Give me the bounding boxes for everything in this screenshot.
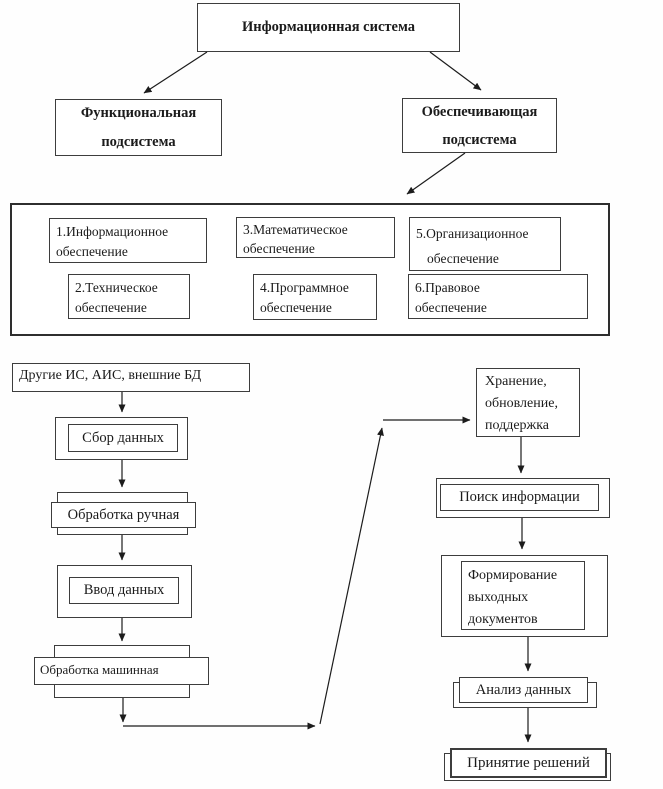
flow-collect-label: Сбор данных	[82, 429, 164, 446]
flow-storage-line3: поддержка	[485, 418, 550, 433]
flow-input-label: Ввод данных	[83, 582, 165, 599]
flow-storage-line2: обновление,	[485, 396, 558, 411]
arrow-diagonal-up	[320, 428, 382, 724]
node-providing-subsystem	[402, 98, 557, 153]
flow-output	[461, 561, 585, 630]
support-item-4-line2: обеспечение	[260, 300, 332, 315]
support-item-1-line2: обеспечение	[56, 244, 128, 259]
flow-collect	[68, 424, 178, 452]
support-item-3-line2: обеспечение	[243, 241, 315, 256]
arrow-providing-to-container	[407, 153, 465, 194]
support-item-6-line2: обеспечение	[415, 300, 487, 315]
support-item-5-line2: обеспечение	[427, 251, 499, 266]
flow-output-line1: Формирование	[468, 568, 558, 583]
flow-input	[69, 577, 179, 604]
flow-analysis-label: Анализ данных	[475, 681, 572, 698]
flow-storage-line1: Хранение,	[485, 374, 547, 389]
flow-machine-label: Обработка машинная	[40, 662, 159, 677]
flow-machine	[34, 657, 209, 685]
flow-storage	[476, 368, 580, 437]
node-information-system	[197, 3, 460, 52]
node-providing-line2: подсистема	[442, 131, 517, 148]
support-item-2	[68, 274, 190, 319]
node-information-system-label: Информационная система	[242, 19, 415, 36]
support-item-3-line1: 3.Математическое	[243, 222, 348, 237]
flow-manual-label: Обработка ручная	[67, 506, 180, 523]
support-item-2-line2: обеспечение	[75, 300, 147, 315]
support-item-5	[409, 217, 561, 271]
flow-output-line3: документов	[468, 612, 538, 627]
flow-analysis	[459, 677, 588, 703]
flow-sources-label: Другие ИС, АИС, внешние БД	[19, 368, 202, 383]
flow-sources	[12, 363, 250, 392]
support-item-5-line1: 5.Организационное	[416, 226, 529, 241]
node-providing-line1: Обеспечивающая	[421, 103, 538, 120]
arrow-root-to-providing	[430, 52, 481, 90]
node-functional-line1: Функциональная	[80, 104, 197, 121]
flow-output-line2: выходных	[468, 590, 529, 605]
support-item-3	[236, 217, 395, 258]
support-item-1-line1: 1.Информационное	[56, 224, 169, 239]
support-item-6	[408, 274, 588, 319]
support-item-4-line1: 4.Программное	[260, 280, 349, 295]
flow-search	[440, 484, 599, 511]
node-functional-line2: подсистема	[101, 133, 176, 150]
support-item-6-line1: 6.Правовое	[415, 280, 480, 295]
flow-search-label: Поиск информации	[459, 489, 580, 506]
node-functional-subsystem	[55, 99, 222, 156]
flow-decision-label: Принятие решений	[467, 754, 590, 771]
arrow-root-to-functional	[144, 52, 207, 93]
support-item-4	[253, 274, 377, 320]
support-item-1	[49, 218, 207, 263]
flow-decision	[450, 748, 607, 778]
support-item-2-line1: 2.Техническое	[75, 280, 158, 295]
flow-manual	[51, 502, 196, 528]
